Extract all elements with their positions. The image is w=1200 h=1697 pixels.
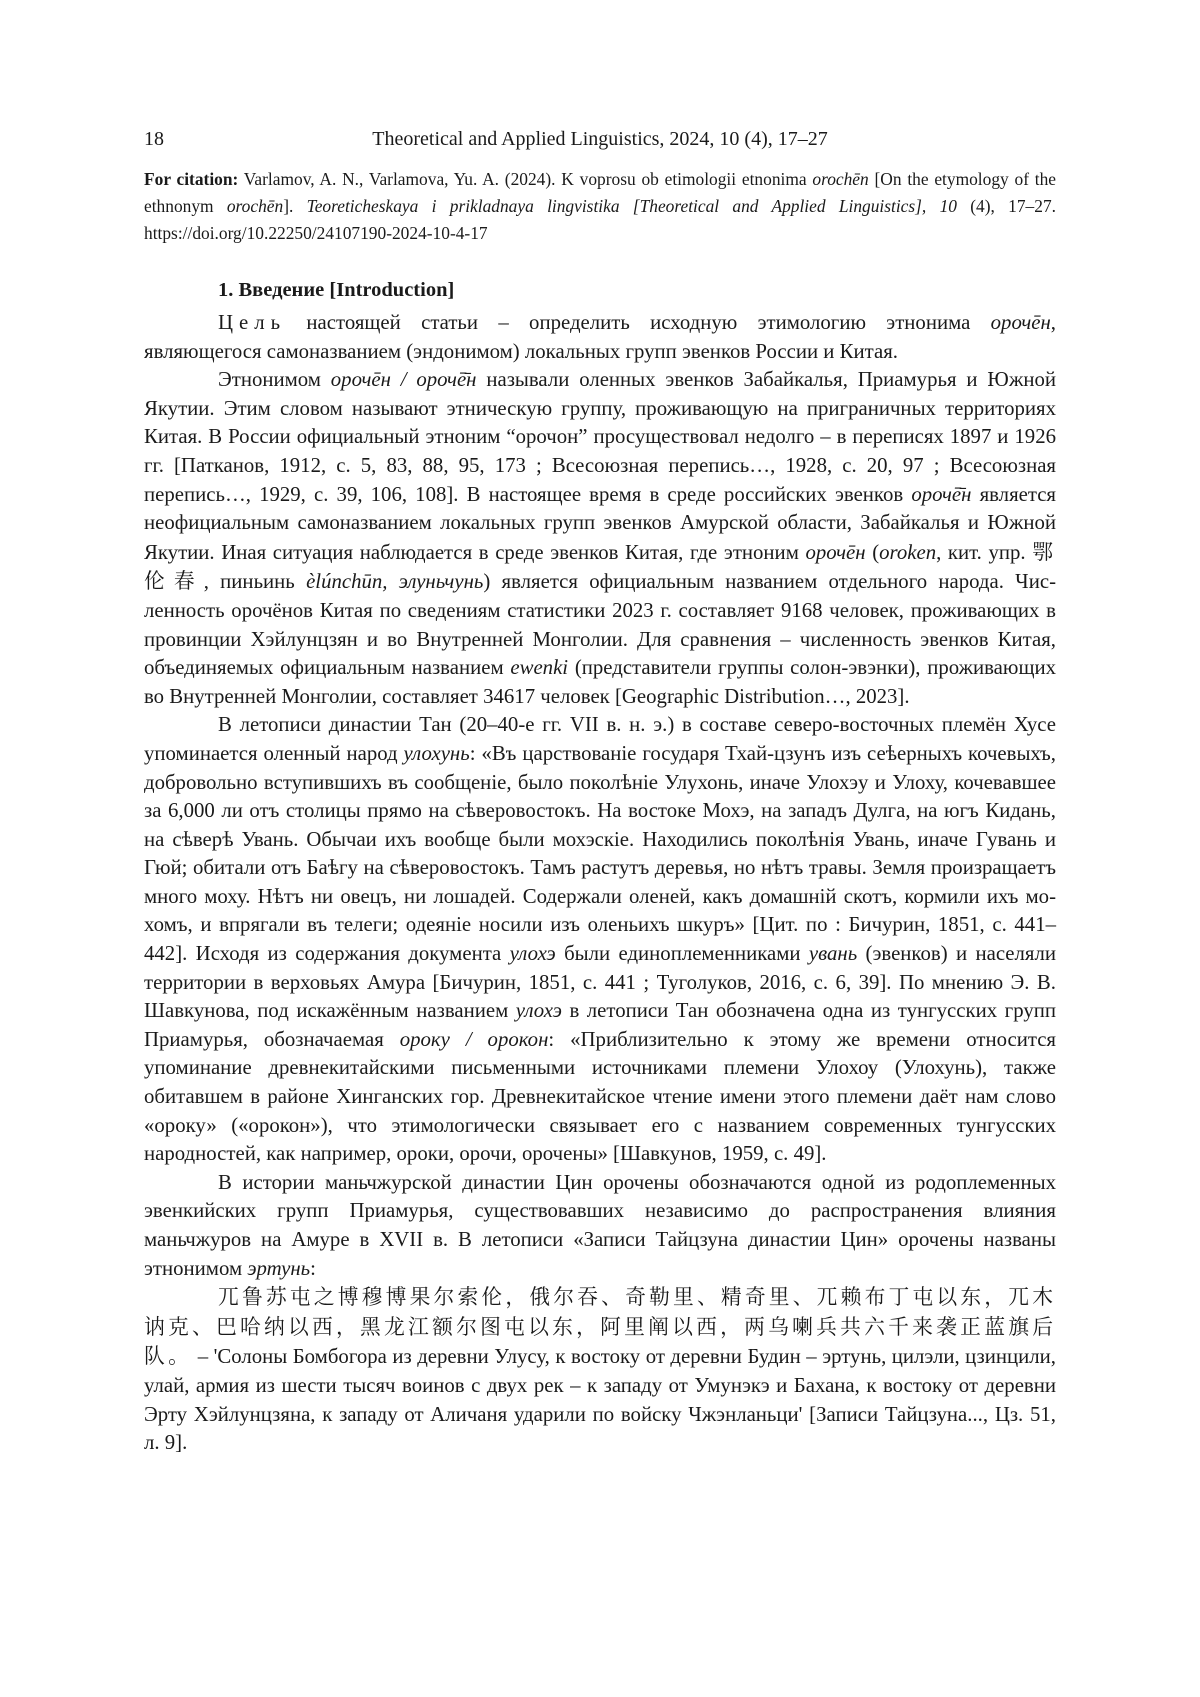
citation-label: For citation: [144, 169, 239, 189]
spaced-word: Цель [218, 311, 287, 334]
paragraph [144, 711, 1056, 1169]
journal-title: Theoretical and Applied Linguistics, 2024, 10 (4), 17–27 [372, 128, 828, 150]
text-run: , являющегося самоназванием (эндонимом) локальных групп эвенков России и Китая. [144, 311, 1056, 363]
text-run: были единоплеменниками [555, 942, 809, 966]
running-head [144, 124, 1056, 154]
text-run: является неофициальным самоназванием локальных групп эвенков Амурской области, Забайкалья и Южной Якутии. Иная ситуация наблюдается в среде эвенков Китая, где этноним [144, 482, 1056, 564]
paragraph [144, 309, 1056, 366]
text-run: (эвенков) и населяли территории в верховьях Амура [Бичурин, 1851, с. 441 ; Туголуков, 2016, с. 6, 39]. По мнению Э. В. Шавкунова, под искажённым названием [144, 942, 1056, 1023]
chinese-text: 鄂伦春 [144, 539, 1056, 594]
italic-term: èlúnchūn, элуньчунь [306, 570, 484, 594]
italic-term: oroken [879, 540, 937, 564]
text-run: называли оленных эвенков Забайкалья, Приамурья и Южной Якутии. Этим словом называют этническую группу, проживающую на приграничных территориях Китая. В России официальный этноним “орочон” просуществовал недолго – в переписях 1897 и 1926 гг. [Патканов, 1912, с. 5, 83, 88, 95, 173 ; Всесоюзная перепись…, 1928, с. 20, 97 ; Всесоюзная перепись…, 1929, с. 39, 106, 108]. В настоящее время в среде российских эвенков [144, 368, 1056, 506]
text-run: В истории маньчжурской династии Цин орочены обозначаются одной из родоплеменных эвенкийских групп Приамурья, существовавших независимо до распространения влияния маньчжуров на Амуре в XVII в. В летописи «Записи Тайцзуна династии Цин» орочены названы этнонимом [144, 1170, 1056, 1280]
text-run: (представители группы солон-эвэнки), проживающих во Внутренней Монголии, составляет 34617 человек [Geographic Distribution…, 2023]. [144, 656, 1056, 708]
text-run: настоящей статьи – определить исходную этимологию этнонима [286, 311, 991, 334]
italic-term: улохэ [515, 999, 562, 1023]
italic-term: ороку / орокон [399, 1027, 549, 1051]
text-run: , кит. упр. [936, 540, 1033, 564]
citation-block [144, 166, 1056, 247]
text-run: ( [865, 540, 880, 564]
paragraph [144, 1169, 1056, 1283]
paragraph [144, 1283, 1056, 1458]
paragraph [144, 366, 1056, 711]
text-run: В летописи династии Тан (20–40-е гг. VII в. н. э.) в составе северо-восточных племён Хусе упоминается оленный народ [144, 713, 1056, 765]
italic-term: орочēн [805, 540, 866, 564]
italic-term: улохунь [403, 741, 470, 765]
italic-term: эртунь [247, 1256, 311, 1280]
text-run: – 'Солоны Бомбогора из деревни Улусу, к востоку от деревни Будин – эртунь, цилэли, цзинцили, улай, армия из шести тысяч воинов с двух рек – к западу от Умунэкэ и Бахана, к востоку от деревни Эрту Хэйлунцзяна, к западу от Аличаня ударили по войску Чжэнланьци' [Записи Тайцзуна..., Цз. 51, л. 9]. [144, 1345, 1056, 1455]
text-run: в летописи Тан обозначена одна из тунгусских групп Приамурья, обозначаемая [144, 999, 1056, 1051]
text-run: , пиньинь [203, 570, 307, 594]
text-run: : «Въ царствованіе государя Тхай-цзунъ изъ сеѣерныхъ кочевыхъ, добровольно вступившихъ въ сообщеніе, было поколѣніе Улухонь, иначе Улохэу и Улоху, кочевавшее за 6,000 ли отъ столицы прямо на сѣверовостокъ. На востоке Мохэ, на западъ Дулга, на югъ Кидань, на сѣверѣ Увань. Обычаи ихъ вообще были мохэскіе. Находились поколѣнія Увань, иначе Гувань и Гюй; обитали отъ Баѣгу на сѣверовостокъ. Тамъ растутъ деревья, но нѣтъ травы. Земля произращаетъ много моху. Нѣтъ ни овецъ, ни лошадей. Содержали оленей, какъ домашній скотъ, кормили ихъ мохомъ, и впрягали въ телеги; одеяніе носили изъ оленьихъ шкуръ» [Цит. по : Бичурин, 1851, с. 441–442]. Исходя из содержания документа [144, 741, 1056, 966]
italic-term: улохэ [509, 942, 556, 966]
italic-term: увань [808, 942, 858, 966]
citation-text: [On the etymology of the ethnonym [144, 169, 1057, 216]
text-run: : «Приблизительно к этому же времени относится упоминание древнекитайскими письменными источниками племени Улохоу (Улохунь), также обитавшем в районе Хинганских гор. Древнекитайское чтение имени этого племени даёт нам слово «ороку» («орокон»), что этимологически связывает его с названием современных тунгусских народностей, как например, ороки, орочи, орочены» [Шавкунов, 1959, с. 49]. [144, 1027, 1056, 1166]
italic-term: орочē̄н [911, 482, 972, 506]
italic-term: орочēн / орочē̄н [330, 368, 477, 392]
citation-doi: (4), 17–27. https://doi.org/10.22250/24107190-2024-10-4-17 [144, 196, 1056, 243]
text-run: Этнонимом [218, 368, 331, 392]
citation-authors: Varlamov, A. N., Varlamova, Yu. A. (2024). K voprosu ob etimologii etnonima [238, 169, 813, 189]
italic-term: орочēн [990, 311, 1051, 334]
text-run: : [310, 1256, 316, 1280]
section-heading: 1. Введение [Introduction] [218, 279, 455, 301]
italic-term: ewenki [510, 656, 569, 680]
chinese-quote: 兀鲁苏屯之博穆博果尔索伦，俄尔吞、奇勒里、精奇里、兀赖布丁屯以东，兀木讷克、巴哈纳以西，黑龙江额尔图屯以东，阿里阐以西，两乌喇兵共六千来袭正蓝旗后队。 [144, 1285, 1056, 1369]
citation-term: orochēn [226, 196, 284, 216]
citation-journal: Teoreticheskaya i prikladnaya lingvistika [Theoretical and Applied Linguistics], 10 [306, 196, 957, 216]
page-number: 18 [144, 128, 164, 150]
text-run: ) является официальным названием отдельного народа. Численность орочёнов Китая по сведениям статистики 2023 г. составляет 9168 человек, проживающих в провинции Хэйлунцзян и во Внутренней Монголии. Для сравнения – численность эвенков Китая, объединяемых официальным названием [144, 570, 1057, 680]
body-text [144, 309, 1056, 1458]
citation-text: ]. [283, 196, 307, 216]
citation-term: orochēn [812, 169, 869, 189]
